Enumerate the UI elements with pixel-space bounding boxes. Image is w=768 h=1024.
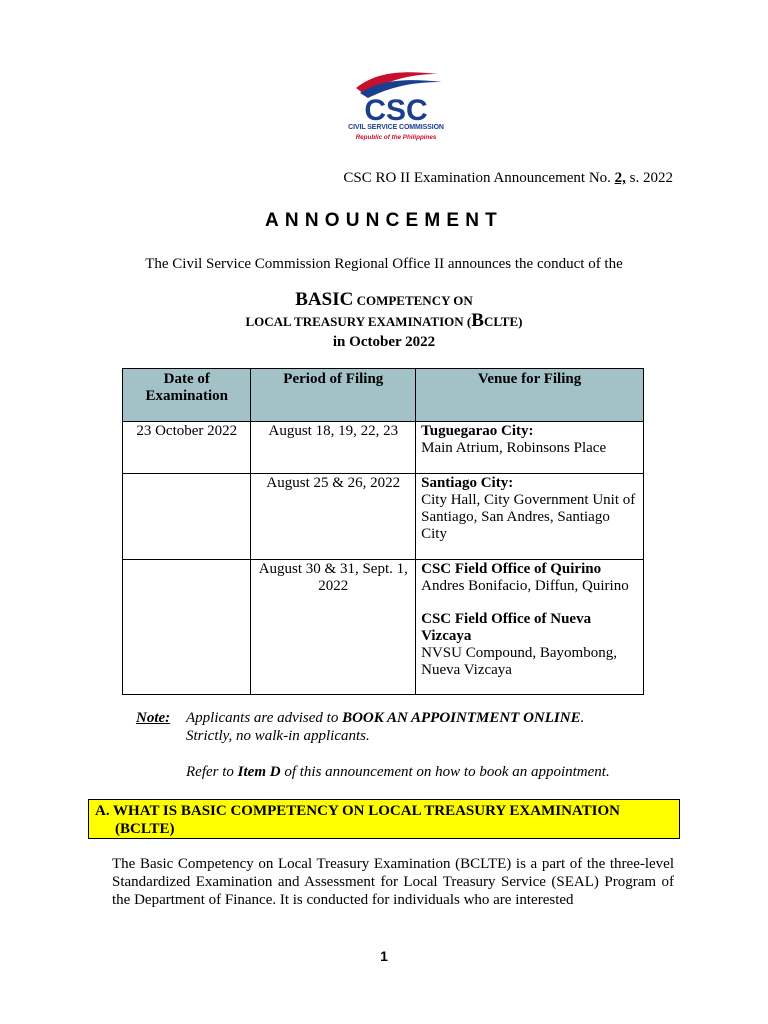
body-paragraph: The Basic Competency on Local Treasury Examination (BCLTE) is a part of the three-level Standardized Examination and Assessment for Local Treasury Service (SEAL) Program of the Department of Finance. It is conducted for individuals who are interested — [112, 856, 674, 908]
venue-cell — [416, 474, 644, 560]
filing-period: August 18, 19, 22, 23 — [251, 422, 416, 474]
note — [136, 709, 650, 745]
venue-address: Main Atrium, Robinsons Place — [421, 440, 607, 456]
note-text: Applicants are advised to — [186, 710, 343, 726]
exam-title-date: in October 2022 — [332, 334, 436, 350]
refer-b: of this announcement on how to book an appointment. — [280, 764, 610, 780]
refer-text — [186, 764, 610, 781]
venue-cell — [416, 560, 644, 695]
note-line2: Strictly, no walk-in applicants. — [186, 728, 370, 744]
announcement-number-suffix: s. 2022 — [625, 170, 673, 186]
exam-title — [0, 290, 768, 352]
table-row — [123, 422, 644, 474]
venue-address: NVSU Compound, Bayombong, Nueva Vizcaya — [421, 645, 617, 678]
exam-title-local-treasury: LOCAL TREASURY EXAMINATION ( — [245, 314, 472, 329]
refer-a: Refer to — [186, 764, 238, 780]
schedule-table — [122, 368, 644, 695]
filing-period: August 30 & 31, Sept. 1, 2022 — [251, 560, 416, 695]
venue-name: CSC Field Office of Nueva Vizcaya — [421, 611, 592, 644]
filing-period: August 25 & 26, 2022 — [251, 474, 416, 560]
announcement-number-prefix: CSC RO II Examination Announcement No. — [343, 170, 615, 186]
table-header-row — [123, 369, 644, 422]
announcement-number-value: 2, — [614, 170, 626, 186]
note-bold: BOOK AN APPOINTMENT ONLINE — [342, 710, 581, 726]
exam-title-basic: BASIC — [295, 289, 354, 310]
announcement-number — [343, 170, 673, 187]
header-venue: Venue for Filing — [416, 369, 644, 422]
venue-address: City Hall, City Government Unit of Santiago, San Andres, Santiago City — [421, 492, 636, 542]
refer-bold: Item D — [237, 764, 281, 780]
intro-text: The Civil Service Commission Regional Office II announces the conduct of the — [145, 256, 623, 272]
page-number: 1 — [380, 948, 388, 964]
empty-date-cell — [123, 474, 251, 560]
note-period: . — [580, 710, 585, 726]
venue-name: CSC Field Office of Quirino — [421, 561, 602, 577]
venue-address: Andres Bonifacio, Diffun, Quirino — [421, 578, 629, 594]
exam-title-competency: COMPETENCY ON — [353, 293, 473, 308]
page-title: ANNOUNCEMENT — [264, 210, 503, 231]
section-a-line2: (BCLTE) — [115, 821, 175, 837]
header-period: Period of Filing — [251, 369, 416, 422]
csc-logo — [346, 66, 446, 154]
exam-title-clte: CLTE) — [483, 314, 523, 329]
section-a-heading — [88, 799, 680, 839]
empty-date-cell — [123, 560, 251, 695]
logo-line1: CIVIL SERVICE COMMISSION — [348, 124, 444, 131]
exam-title-b: B — [471, 310, 484, 331]
header-date: Date of Examination — [123, 369, 251, 422]
csc-logo-acronym: CSC — [364, 94, 428, 124]
csc-logo-emblem-icon — [346, 66, 446, 124]
note-label: Note: — [136, 710, 171, 726]
table-row — [123, 474, 644, 560]
table-row — [123, 560, 644, 695]
logo-line2: Republic of the Philippines — [355, 134, 437, 141]
venue-cell — [416, 422, 644, 474]
venue-name: Santiago City: — [421, 475, 514, 491]
exam-date: 23 October 2022 — [123, 422, 251, 474]
venue-name: Tuguegarao City: — [421, 423, 534, 439]
section-a-line1: A. WHAT IS BASIC COMPETENCY ON LOCAL TREASURY EXAMINATION — [95, 803, 620, 819]
